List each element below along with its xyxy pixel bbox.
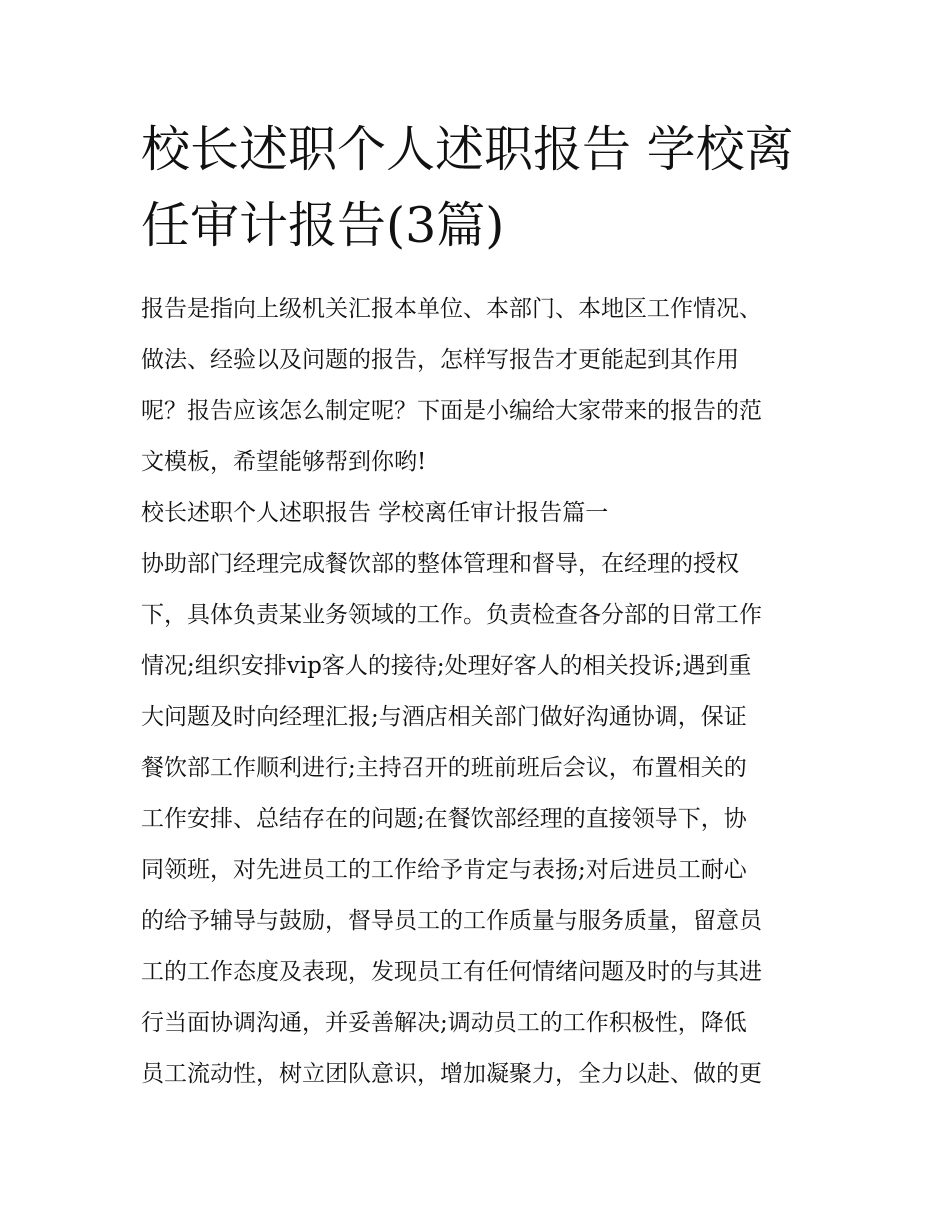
body-line: 工的工作态度及表现，发现员工有任何情绪问题及时的与其进: [141, 959, 762, 985]
body-line: 工作安排、总结存在的问题;在餐饮部经理的直接领导下，协: [141, 806, 747, 832]
body-line: 同领班，对先进员工的工作给予肯定与表扬;对后进员工耐心: [141, 857, 747, 883]
section-heading: 校长述职个人述职报告 学校离任审计报告篇一: [141, 500, 609, 526]
title-line: 任审计报告(3篇): [141, 197, 505, 254]
body-line: 餐饮部工作顺利进行;主持召开的班前班后会议，布置相关的: [141, 755, 747, 781]
body-paragraph: [141, 539, 821, 1100]
intro-line: 报告是指向上级机关汇报本单位、本部门、本地区工作情况、: [141, 296, 762, 322]
body-line: 大问题及时向经理汇报;与酒店相关部门做好沟通协调，保证: [141, 704, 747, 730]
document-title: [141, 112, 821, 264]
body-line: 员工流动性，树立团队意识，增加凝聚力，全力以赴、做的更: [141, 1061, 762, 1087]
body-line: 行当面协调沟通，并妥善解决;调动员工的工作积极性，降低: [141, 1010, 747, 1036]
intro-paragraph: [141, 284, 821, 488]
body-line: 情况;组织安排vip客人的接待;处理好客人的相关投诉;遇到重: [141, 653, 752, 679]
body-line: 的给予辅导与鼓励，督导员工的工作质量与服务质量，留意员: [141, 908, 762, 934]
body-line: 协助部门经理完成餐饮部的整体管理和督导，在经理的授权: [141, 551, 739, 577]
intro-line: 做法、经验以及问题的报告，怎样写报告才更能起到其作用: [141, 347, 739, 373]
intro-line: 呢？报告应该怎么制定呢？下面是小编给大家带来的报告的范: [141, 398, 762, 424]
intro-line: 文模板，希望能够帮到你哟!: [141, 449, 427, 475]
body-line: 下，具体负责某业务领域的工作。负责检查各分部的日常工作: [141, 602, 762, 628]
document-content: [141, 112, 821, 1100]
title-line: 校长述职个人述职报告 学校离: [141, 121, 794, 178]
